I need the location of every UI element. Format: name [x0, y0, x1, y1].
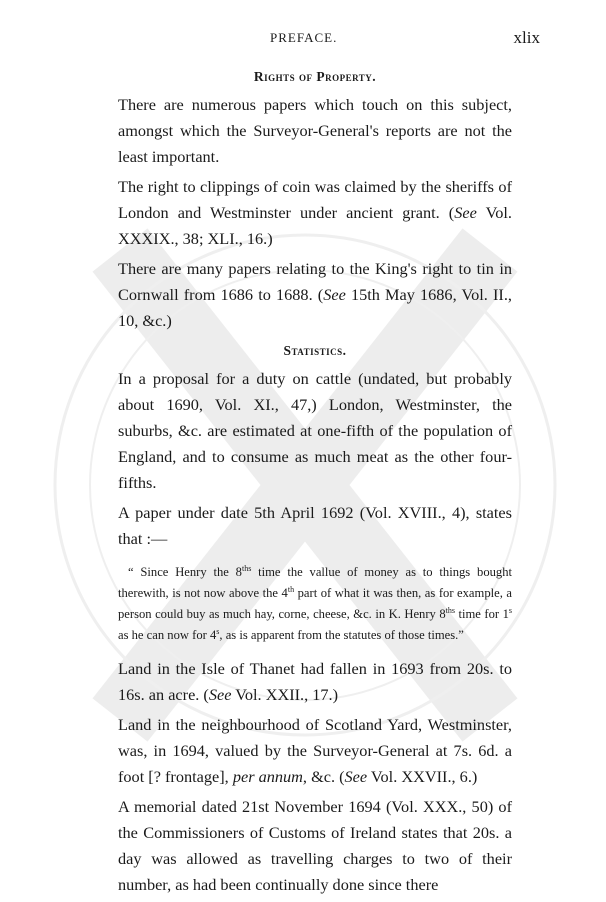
paragraph: Land in the neighbourhood of Scotland Yard, Westminster, was, in 1694, valued by the Surveyor-General at 7s. 6d. a foot [? frontage], per annum, &c. (See Vol. XXVII., 6.): [118, 715, 512, 786]
running-head: [0, 30, 606, 50]
paragraph: A memorial dated 21st November 1694 (Vol. XXX., 50) of the Commissioners of Customs of Ireland states that 20s. a day was allowed as travelling charges to two of their number, as had been continually done since there: [118, 797, 512, 894]
section-heading-statistics: Statistics.: [283, 343, 347, 358]
paragraph: A paper under date 5th April 1692 (Vol. XVIII., 4), states that :—: [118, 503, 512, 548]
paragraph: The right to clippings of coin was claimed by the sheriffs of London and Westminster under ancient grant. (See Vol. XXXIX., 38; XLI., 16.): [118, 177, 512, 248]
paragraph: Land in the Isle of Thanet had fallen in 1693 from 20s. to 16s. an acre. (See Vol. XXII., 17.): [118, 659, 512, 704]
body-text: [118, 66, 512, 902]
section-heading-rights: Rights of Property.: [253, 69, 377, 84]
running-title: PREFACE.: [270, 30, 338, 45]
page-number: xlix: [513, 28, 540, 47]
block-quote: “ Since Henry the $8^{ths}$ time the vallue of money as to things bought therewith, is not now above the 4th part of what it was then, as for example, a person could buy as much hay, corne, cheese, &c. in K. Henry $8^{ths}$ time for 1$^s$ as he can now for 4$^s$, as is apparent from the statutes of those times.”: [118, 564, 513, 642]
paragraph: There are many papers relating to the King's right to tin in Cornwall from 1686 to 1688. (See 15th May 1686, Vol. II., 10, &c.): [118, 259, 512, 330]
paragraph: There are numerous papers which touch on this subject, amongst which the Surveyor-General's reports are not the least important.: [118, 95, 512, 166]
paragraph: In a proposal for a duty on cattle (undated, but probably about 1690, Vol. XI., 47,) London, Westminster, the suburbs, &c. are estimated at one-fifth of the population of England, and to consume as much meat as the other four-fifths.: [118, 369, 512, 492]
